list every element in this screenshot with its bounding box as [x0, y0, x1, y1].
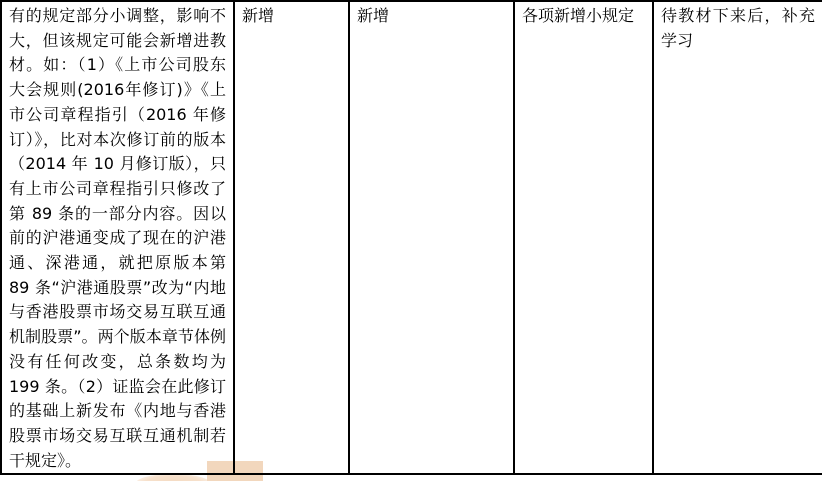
- study-plan-text: 待教材下来后，补充学习: [661, 6, 815, 50]
- table-cell-status-b: [349, 1, 514, 474]
- category-text: 各项新增小规定: [522, 6, 635, 25]
- table-row: [1, 1, 822, 474]
- table-cell-study-plan: [653, 1, 822, 474]
- status-a-text: 新增: [242, 6, 275, 25]
- table-cell-category: [514, 1, 653, 474]
- status-b-text: 新增: [357, 6, 390, 25]
- table-cell-revision-description: [1, 1, 234, 474]
- table-cell-status-a: [234, 1, 349, 474]
- revision-description-text: 有的规定部分小调整，影响不大，但该规定可能会新增进教材。如：（1）《上市公司股东大会规则(2016年修订)》《上市公司章程指引（2016 年修订）》，比对本次修订前的版本（2014 年 10 月修订版），只有上市公司章程指引只修改了第 89 条的一部分内容。因以前的沪港通变成了现在的沪港通、深港通，就把原版本第 89 条“沪港通股票”改为“内地与香港股票市场交易互联互通机制股票”。两个版本章节体例没有任何改变，总条数均为 199 条。（2）证监会在此修订的基础上新发布《内地与香港股票市场交易互联互通机制若干规定》。: [9, 6, 226, 470]
